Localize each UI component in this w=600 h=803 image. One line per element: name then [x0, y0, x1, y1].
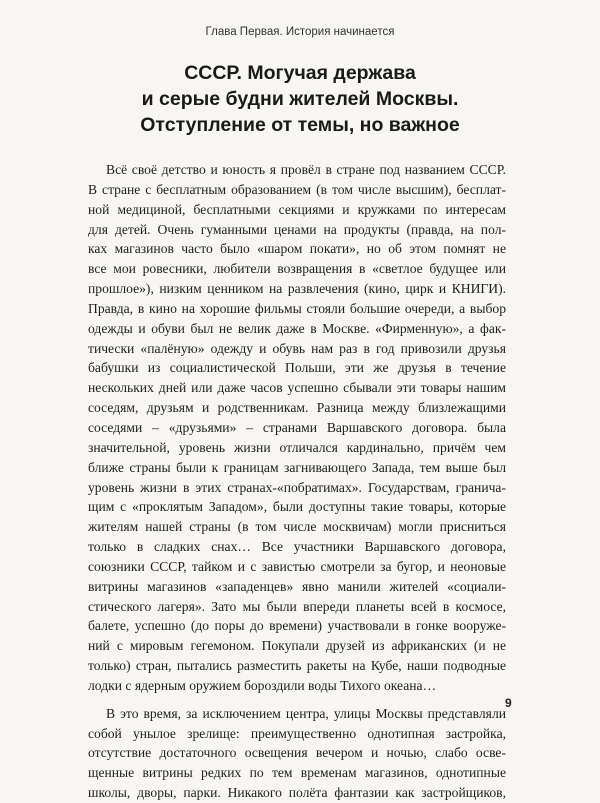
body-text	[88, 160, 506, 803]
text-line: Всё своё детство и юность я провёл в стране под названием СССР.	[106, 162, 506, 177]
text-line: школы, дворы, парки. Никакого полёта фантазии как застройщиков,	[88, 785, 506, 801]
page-number: 9	[505, 696, 512, 710]
text-line: соседям, друзьям и родственникам. Разница между близлежащими	[88, 400, 506, 416]
text-line: щенные витрины редких по тем временам магазинов, однотипные	[88, 765, 506, 781]
text-line: союзники СССР, тайком и с завистью смотрели за бугор, и неоновые	[88, 558, 506, 574]
text-line: ближе страны были к границам загнивающего Запада, тем выше был	[88, 459, 506, 475]
text-line: отсутствие достаточного освещения вечером и ночью, слабо осве-	[88, 745, 506, 761]
text-line: щим с «проклятым Западом», были доступны такие товары, которые	[88, 499, 506, 515]
text-line: ной медициной, бесплатными секциями и кружками по интересам	[88, 201, 506, 217]
chapter-title-line: и серые будни жителей Москвы.	[141, 88, 459, 110]
text-line: ний с мировым гегемоном. Покупали друзей из африканских (и не	[88, 638, 506, 654]
text-line: ках магазинов часто было «шаром покати», но об этом помнят не	[88, 241, 506, 257]
text-line: витрины магазинов «западенцев» явно манили жителей «социали-	[88, 578, 506, 594]
text-line: тически «палёную» одежду и обувь нам раз в год привозили друзья	[88, 340, 506, 356]
text-line: только) стран, пытались разместить ракеты на Кубе, наши подводные	[88, 658, 506, 674]
text-line: жителям нашей страны (в том числе москвичам) могли присниться	[88, 519, 506, 535]
text-line: стического лагеря». Зато мы были впереди планеты всей в космосе,	[88, 598, 506, 614]
text-line: одежды и обуви был не велик даже в Москве. «Фирменную», а фак-	[88, 320, 506, 336]
chapter-title-line: СССР. Могучая держава	[184, 62, 416, 84]
text-line: все мои ровесники, любители возвращения в «светлое будущее или	[88, 261, 506, 277]
text-line: В это время, за исключением центра, улицы Москвы представляли	[106, 705, 506, 721]
running-head: Глава Первая. История начинается	[205, 26, 395, 38]
chapter-title-line: Отступление от темы, но важное	[140, 114, 460, 136]
text-line: уровень жизни в этих странах-«побратимах». Государствам, гранича-	[88, 479, 506, 495]
paragraph-1	[88, 160, 506, 696]
text-line: В стране с бесплатным образованием (в том числе высшим), бесплат-	[88, 181, 506, 197]
paragraph-2	[88, 704, 506, 803]
chapter-title	[60, 60, 540, 138]
text-line: собой унылое зрелище: преимущественно однотипная застройка,	[88, 725, 506, 741]
text-line: Правда, в кино на хорошие фильмы стояли большие очереди, а выбор	[88, 300, 506, 316]
text-line: соседями – «друзьями» – странами Варшавского договора. была	[88, 419, 506, 435]
text-line: для детей. Очень гуманными ценами на продукты (правда, на пол-	[88, 221, 506, 237]
text-line: прошлое»), низким ценником на развлечения (кино, цирк и КНИГИ).	[88, 281, 506, 297]
text-line: лодки с ядерным оружием бороздили воды Тихого океана…	[88, 677, 437, 693]
text-line: балете, успешно (до поры до времени) участвовали в гонке вооруже-	[88, 618, 506, 634]
text-line: только в сладких снах… Все участники Варшавского договора,	[88, 539, 506, 555]
text-line: нескольких дней или даже часов успешно сбывали эти товары нашим	[88, 380, 506, 396]
text-line: бабушки из социалистической Польши, эти же друзья в течение	[88, 360, 506, 376]
text-line: значительной, уровень жизни отличался кардинально, причём чем	[88, 439, 506, 455]
